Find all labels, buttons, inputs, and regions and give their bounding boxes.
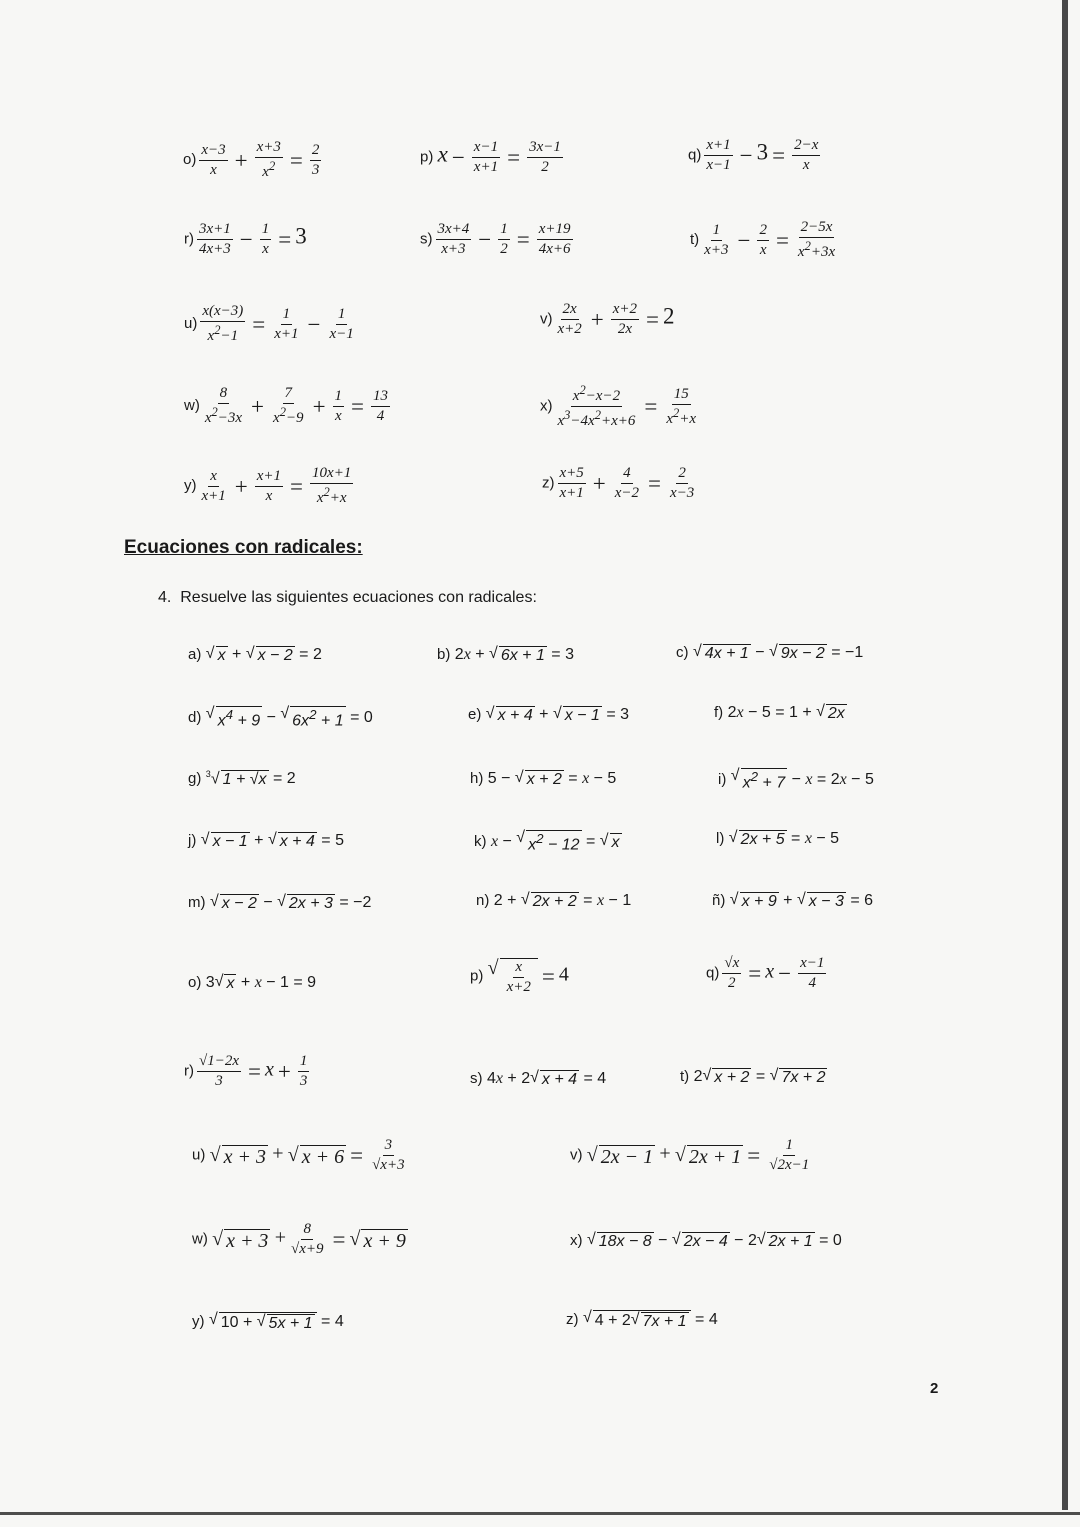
equation-q-radical: q) $\frac{√x}{2}$ = x − $\frac{x-1}{4}$ bbox=[706, 955, 825, 991]
equation-g: g) $^3$√ 1 + √x = 2 bbox=[188, 769, 296, 788]
equation-v-fraction: v) $\frac{2x}{x+2}$ + $\frac{x+2}{2x}$ = 2 bbox=[540, 301, 675, 337]
page-number: 2 bbox=[930, 1380, 939, 1397]
equation-k: k) x − √ $x^2 - 12$ = √ x bbox=[474, 829, 620, 854]
page-edge-bottom bbox=[0, 1512, 1080, 1515]
equation-y-radical: y) √ 10 + √ 5x + 1 = 4 bbox=[192, 1311, 344, 1332]
equation-s-radical: s) 4x + 2 √ x + 4 = 4 bbox=[470, 1069, 607, 1088]
equation-y-fraction: y) $\frac{x}{x+1}$ + $\frac{x+1}{x}$ = $\frac{10x+1}{x^2+x}$ bbox=[184, 465, 352, 506]
equation-w-radical: w) √ x + 3 + $\frac{8}{√x+9}$ = √ x + 9 bbox=[192, 1221, 406, 1257]
equation-q: q) $\frac{x+1}{x-1}$ − 3 = $\frac{2-x}{x}$ bbox=[688, 137, 819, 173]
equation-m: m) √ x − 2 − √ 2x + 3 = −2 bbox=[188, 893, 372, 912]
equation-b: b) 2x + √ 6x + 1 = 3 bbox=[437, 645, 574, 664]
equation-u-fraction: u) $\frac{x(x-3)}{x^2-1}$ = $\frac{1}{x+1}$ − $\frac{1}{x-1}$ bbox=[184, 303, 354, 344]
equation-nn: ñ) √ x + 9 + √ x − 3 = 6 bbox=[712, 891, 874, 910]
instruction bbox=[158, 589, 537, 607]
equation-u-radical: u) √ x + 3 + √ x + 6 = $\frac{3}{√x+3}$ bbox=[192, 1137, 405, 1173]
equation-o-radical: o) 3 √ x + x − 1 = 9 bbox=[188, 973, 317, 992]
equation-r-radical: r) $\frac{√1-2x}{3}$ = x + $\frac{1}{3}$ bbox=[184, 1053, 308, 1089]
equation-o: o) $\frac{x-3}{x}$ + $\frac{x+3}{x^2}$ = $\frac{2}{3}$ bbox=[183, 139, 320, 180]
equation-v-radical: v) √ 2x − 1 + √ 2x + 1 = $\frac{1}{√2x-1}$ bbox=[570, 1137, 810, 1173]
equation-a: a) √ x + √ x − 2 = 2 bbox=[188, 645, 322, 664]
equation-j: j) √ x − 1 + √ x + 4 = 5 bbox=[188, 831, 344, 850]
equation-w-fraction: w) $\frac{8}{x^2-3x}$ + $\frac{7}{x^2-9}$ + $\frac{1}{x}$ = $\frac{13}{4}$ bbox=[184, 385, 389, 426]
equation-s-fraction: s) $\frac{3x+4}{x+3}$ − $\frac{1}{2}$ = $\frac{x+19}{4x+6}$ bbox=[420, 221, 571, 257]
equation-z-fraction: z) $\frac{x+5}{x+1}$ + $\frac{4}{x-2}$ = $\frac{2}{x-3}$ bbox=[542, 465, 695, 501]
equation-p: p) x − $\frac{x-1}{x+1}$ = $\frac{3x-1}{2}$ bbox=[420, 139, 561, 175]
equation-c: c) √ 4x + 1 − √ 9x − 2 = −1 bbox=[676, 643, 864, 662]
equation-i: i) √ $x^2 + 7$ − x = 2x − 5 bbox=[718, 767, 874, 792]
instruction-text: Resuelve las siguientes ecuaciones con radicales: bbox=[180, 589, 537, 606]
equation-r-fraction: r) $\frac{3x+1}{4x+3}$ − $\frac{1}{x}$ = 3 bbox=[184, 221, 307, 257]
equation-t-fraction: t) $\frac{1}{x+3}$ − $\frac{2}{x}$ = $\frac{2-5x}{x^2+3x}$ bbox=[690, 219, 836, 260]
equation-n: n) 2 + √ 2x + 2 = x − 1 bbox=[476, 891, 632, 910]
equation-x-radical: x) √ 18x − 8 − √ 2x − 4 − 2 √ 2x + 1 = 0 bbox=[570, 1231, 842, 1250]
equation-p-radical: p) √ $\frac{x}{x+2}$ = 4 bbox=[470, 957, 569, 995]
equation-h: h) 5 − √ x + 2 = x − 5 bbox=[470, 769, 617, 788]
instruction-number: 4. bbox=[158, 589, 172, 606]
equation-t-radical: t) 2 √ x + 2 = √ 7x + 2 bbox=[680, 1067, 826, 1086]
equation-f: f) 2x − 5 = 1 + √ 2x bbox=[714, 703, 845, 722]
equation-d: d) √ $x^4 + 9$ − √ $6x^2 + 1$ = 0 bbox=[188, 705, 373, 730]
equation-x-fraction: x) $\frac{x^2-x-2}{x^3-4x^2+x+6}$ = $\frac{15}{x^2+x}$ bbox=[540, 383, 697, 429]
equation-l: l) √ 2x + 5 = x − 5 bbox=[716, 829, 840, 848]
section-title: Ecuaciones con radicales: bbox=[124, 537, 363, 558]
page-edge-right bbox=[1062, 0, 1068, 1510]
equation-e: e) √ x + 4 + √ x − 1 = 3 bbox=[468, 705, 630, 724]
equation-z-radical: z) √ 4 + 2 √ 7x + 1 = 4 bbox=[566, 1309, 718, 1330]
